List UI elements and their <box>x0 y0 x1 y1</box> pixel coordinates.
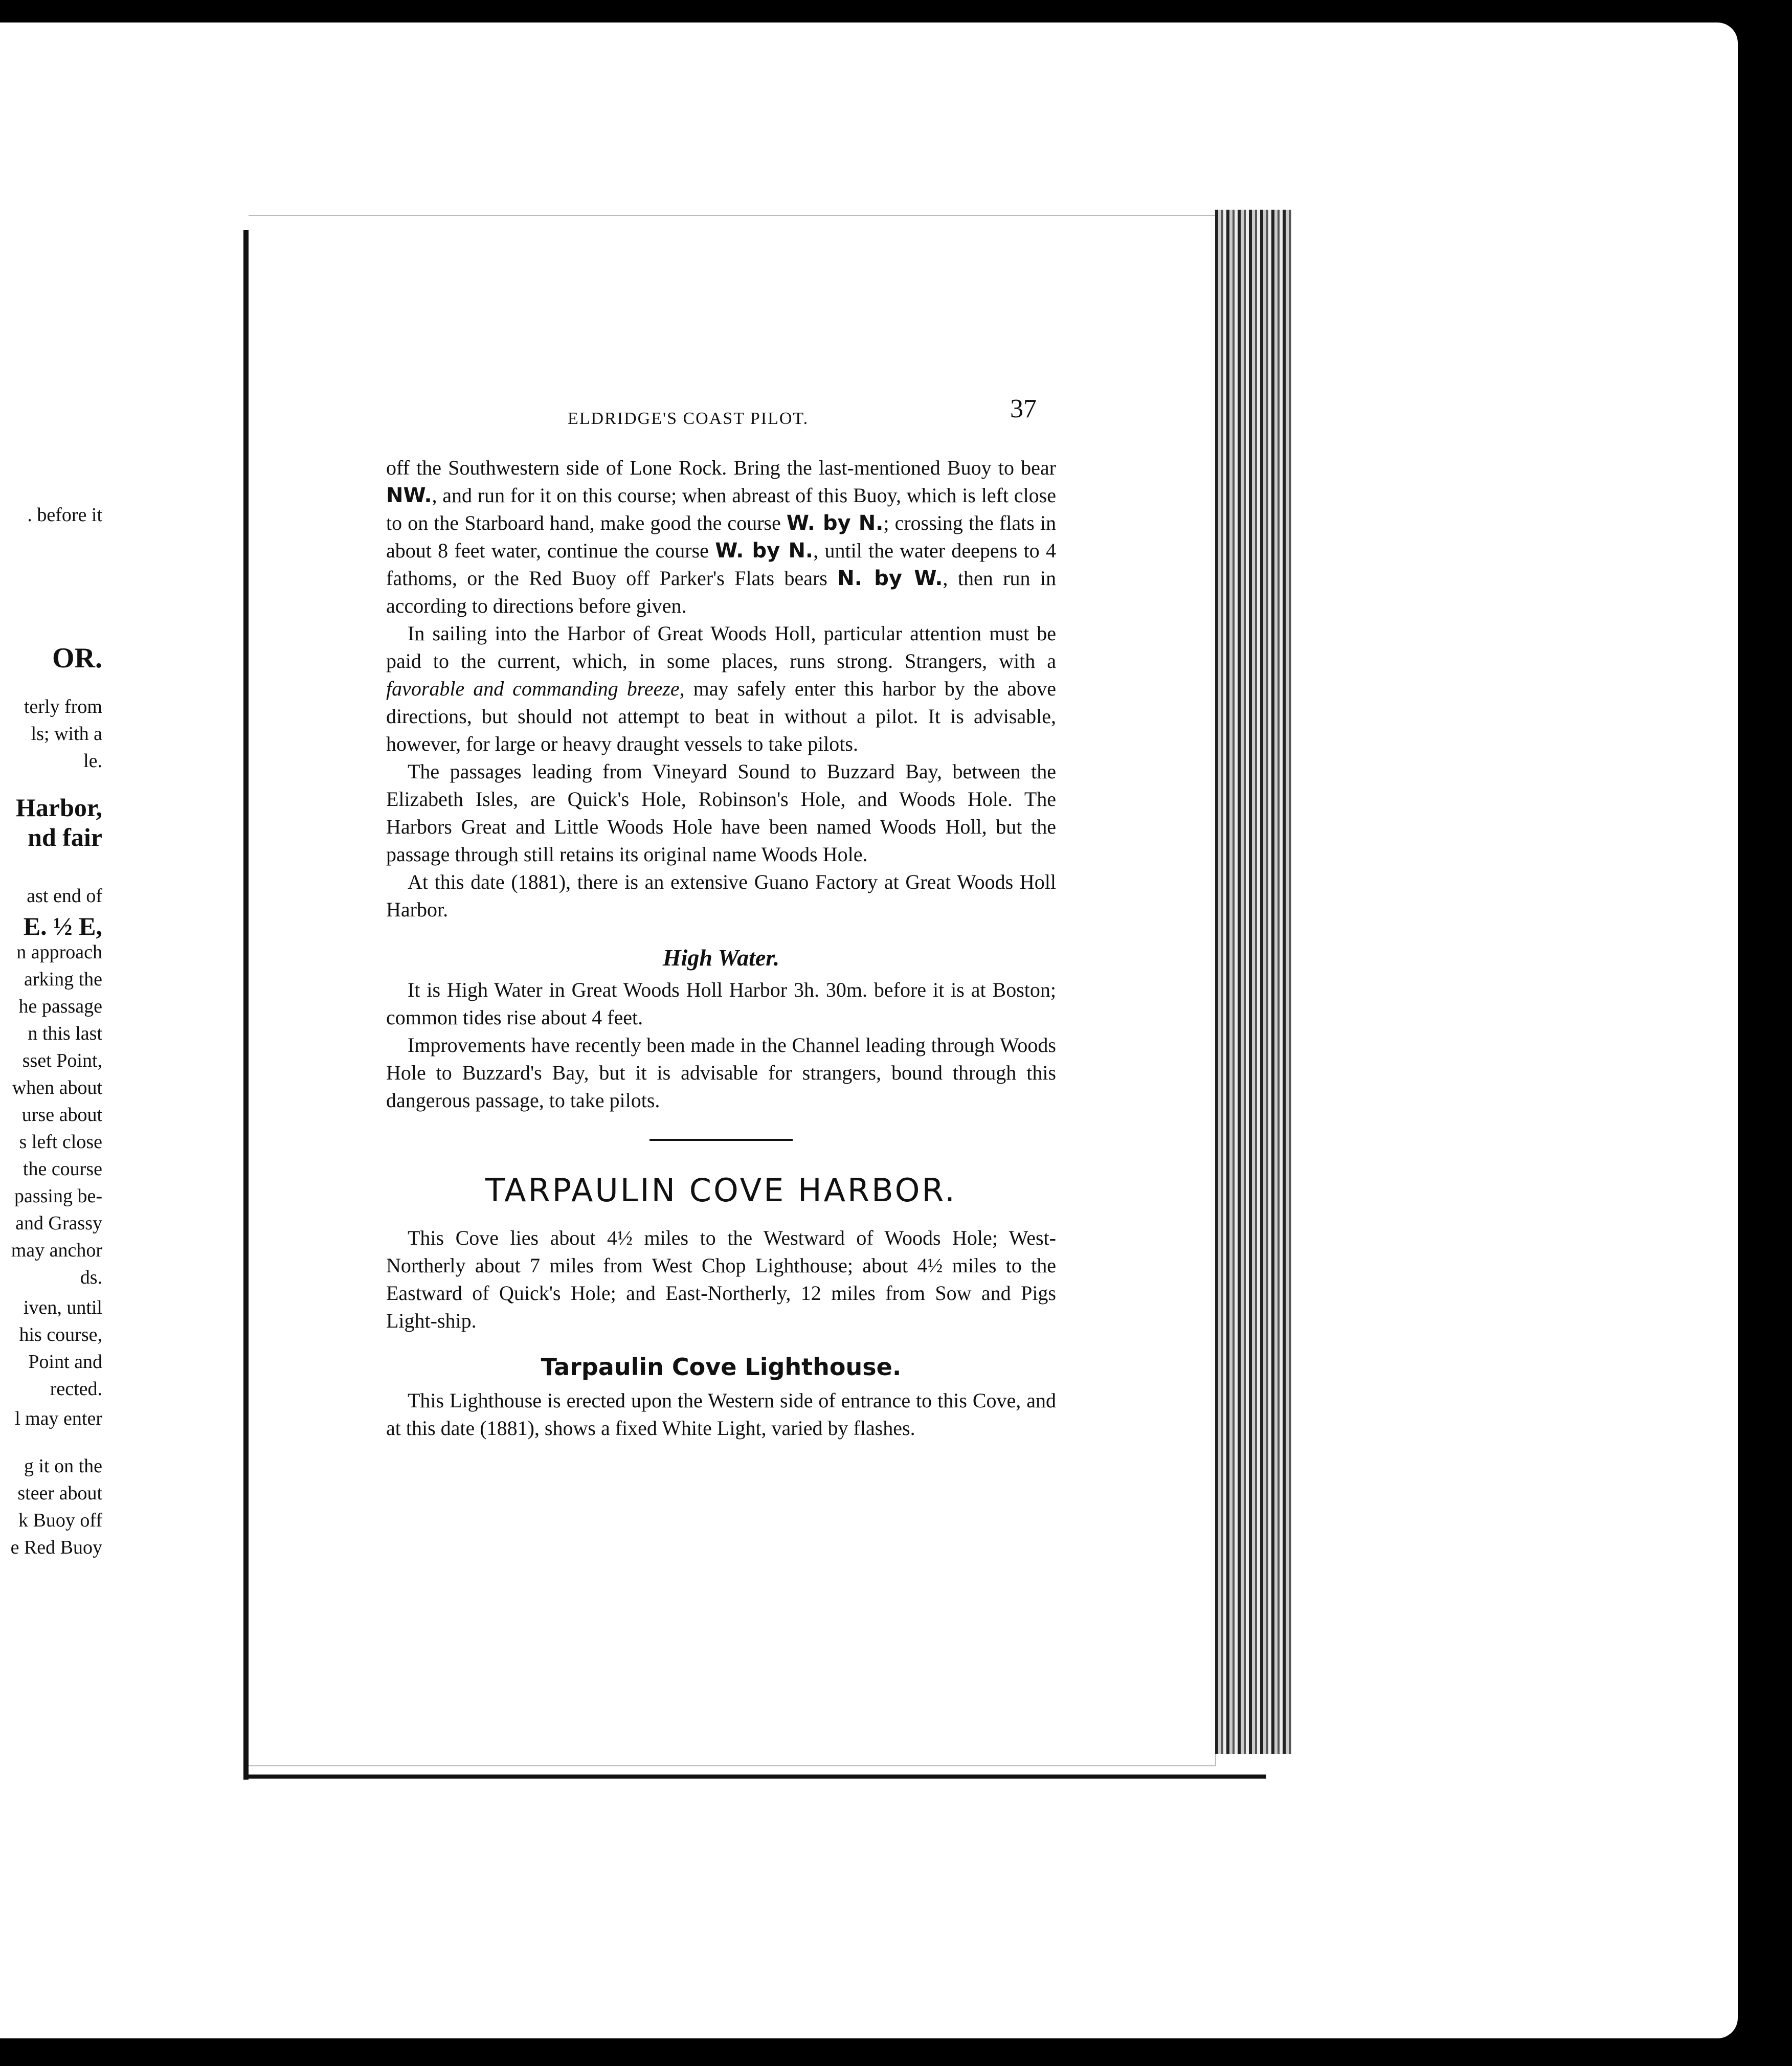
tarpaulin-cove-heading: TARPAULIN COVE HARBOR. <box>485 1172 957 1209</box>
page-number: 37 <box>1010 394 1037 423</box>
paragraph-improvements: Improvements have recently been made in the Channel leading through Woods Hole to Buzzard's Bay, but it is advisable for strangers, bound through this dangerous passage, to take pilots. <box>386 1034 1056 1112</box>
left-page-line: g it on the <box>24 1455 102 1477</box>
page-edges <box>1215 210 1292 1754</box>
paragraph-high-water: It is High Water in Great Woods Holl Harbor 3h. 30m. before it is at Boston; common tides rise about 4 feet. <box>386 978 1056 1029</box>
left-page-line: ast end of <box>27 885 102 907</box>
section-divider <box>649 1139 793 1141</box>
left-page-line: when about <box>12 1077 102 1098</box>
direction-w-by-n: W. by N. <box>786 511 884 535</box>
high-water-heading: High Water. <box>662 945 780 971</box>
left-page-line: his course, <box>19 1324 102 1345</box>
running-header: ELDRIDGE'S COAST PILOT. <box>568 409 809 428</box>
left-page-fragment <box>0 0 113 2066</box>
left-page-line: Harbor, <box>16 793 102 822</box>
left-page-line: terly from <box>24 696 102 717</box>
left-page-line: e Red Buoy <box>10 1537 102 1558</box>
book-spine <box>243 230 249 1780</box>
left-page-line: passing be- <box>14 1185 102 1207</box>
paragraph-lighthouse: This Lighthouse is erected upon the Western side of entrance to this Cove, and at this date (1881), shows a fixed White Light, varied by flashes. <box>386 1389 1056 1440</box>
left-page-line: le. <box>83 750 102 772</box>
left-page-line: steer about <box>17 1483 102 1504</box>
page-body <box>386 454 1056 1442</box>
left-page-line: n approach <box>16 941 102 963</box>
left-page-line: n this last <box>28 1023 102 1044</box>
left-page-line: may anchor <box>11 1240 102 1261</box>
left-page-line: ls; with a <box>31 723 102 745</box>
paragraph-lone-rock: off the Southwestern side of Lone Rock. Bring the last-mentioned Buoy to bear NW., and run for it on this course; when abreast of this Buoy, which is left close to on the Starboard hand, make good the course W. by N.; crossing the flats in about 8 feet water, continue the course W. by N., until the water deepens to 4 fathoms, or the Red Buoy off Parker's Flats bears N. by W., then run in according to directions before given. <box>386 456 1057 617</box>
left-page-line: rected. <box>50 1378 102 1400</box>
left-page-line: and Grassy <box>15 1212 102 1234</box>
left-page-line: urse about <box>21 1104 102 1126</box>
left-page-line: s left close <box>19 1131 102 1153</box>
direction-w-by-n-2: W. by N. <box>715 539 814 563</box>
left-page-line: ds. <box>80 1267 102 1288</box>
paragraph-tarpaulin-cove: This Cove lies about 4½ miles to the Westward of Woods Hole; West-Northerly about 7 miles from West Chop Lighthouse; about 4½ miles to the Eastward of Quick's Hole; and East-Northerly, 12 miles from Sow and Pigs Light-ship. <box>386 1226 1056 1332</box>
direction-nw: NW. <box>386 484 432 507</box>
left-page-line: he passage <box>18 996 102 1017</box>
direction-n-by-w: N. by W. <box>837 567 943 590</box>
paragraph-great-woods-holl: In sailing into the Harbor of Great Woods Holl, particular attention must be paid to the current, which, in some places, runs strong. Strangers, with a favorable and commanding breeze, may safely enter this harbor by the above directions, but should not attempt to beat in without a pilot. It is advisable, however, for large or heavy draught vessels to take pilots. <box>386 622 1056 755</box>
paragraph-passages: The passages leading from Vineyard Sound to Buzzard Bay, between the Elizabeth Isles, are Quick's Hole, Robinson's Hole, and Woods Hole. The Harbors Great and Little Woods Hole have been named Woods Holl, but the passage through still retains its original name Woods Hole. <box>386 760 1056 866</box>
left-page-line: OR. <box>52 642 102 674</box>
left-page-line: Point and <box>28 1351 102 1373</box>
paragraph-guano-factory: At this date (1881), there is an extensive Guano Factory at Great Woods Holl Harbor. <box>386 870 1056 921</box>
left-page-line: l may enter <box>15 1408 102 1429</box>
left-page-line: nd fair <box>28 823 102 851</box>
page-bottom-edge <box>243 1775 1266 1779</box>
left-page-line: . before it <box>27 504 102 526</box>
left-page-line: k Buoy off <box>18 1510 102 1531</box>
left-page-line: iven, until <box>23 1297 102 1318</box>
lighthouse-heading: Tarpaulin Cove Lighthouse. <box>541 1353 902 1381</box>
left-page-line: E. ½ E, <box>23 912 102 940</box>
left-page-line: arking the <box>24 969 102 990</box>
left-page-line: sset Point, <box>22 1050 102 1071</box>
left-page-line: the course <box>23 1158 102 1180</box>
